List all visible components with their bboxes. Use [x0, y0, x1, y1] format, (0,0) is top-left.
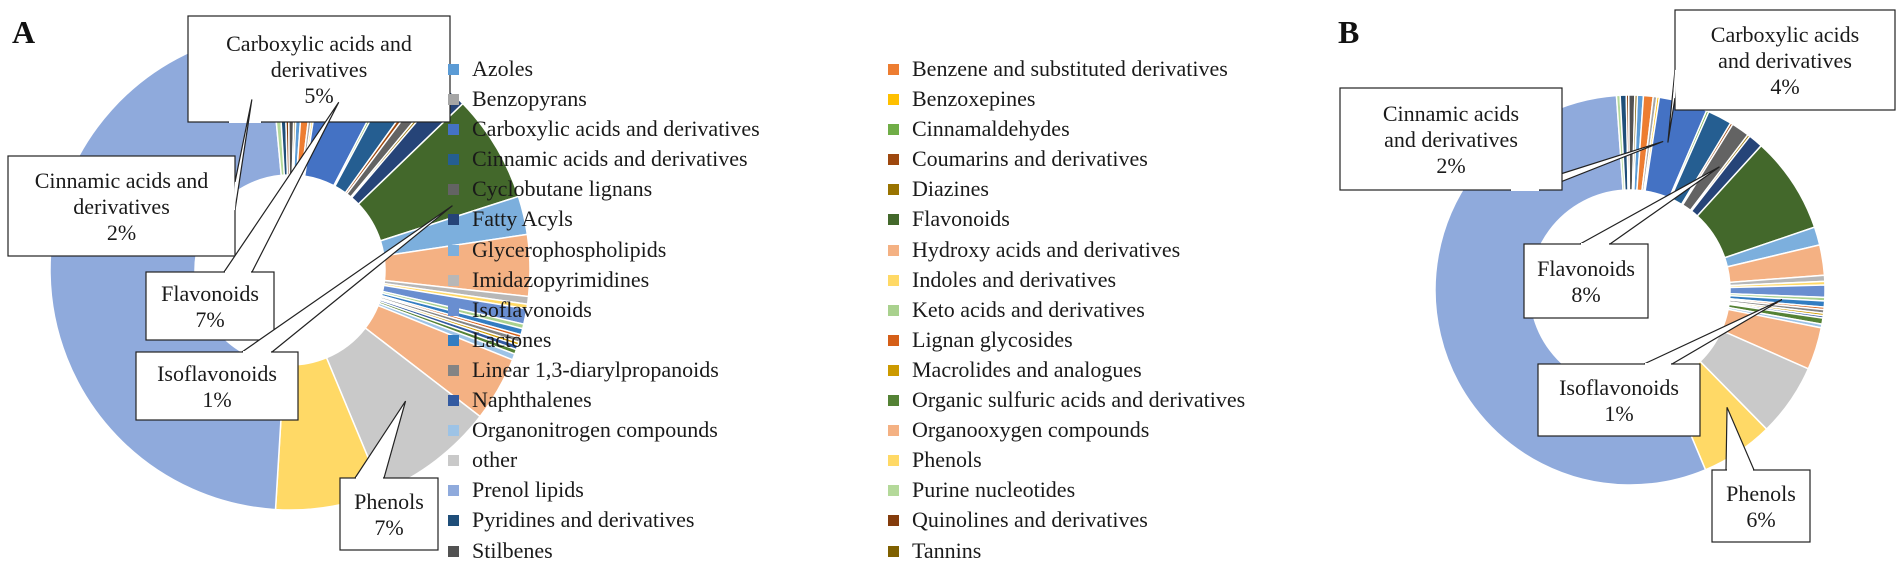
- legend-item-tannins: [888, 536, 1245, 566]
- legend-swatch: [448, 365, 459, 376]
- legend-item-quinolines-and-derivatives: [888, 505, 1245, 535]
- legend-label: Quinolines and derivatives: [912, 507, 1148, 533]
- legend-item-benzoxepines: [888, 84, 1245, 114]
- legend-swatch: [888, 455, 899, 466]
- legend-item-organooxygen-compounds: [888, 415, 1245, 445]
- legend-swatch: [888, 395, 899, 406]
- legend-item-phenols: [888, 445, 1245, 475]
- legend-item-prenol-lipids: [448, 475, 760, 505]
- legend-item-imidazopyrimidines: [448, 265, 760, 295]
- legend-swatch: [448, 124, 459, 135]
- callout-line: Flavonoids: [161, 281, 259, 306]
- legend-column-1: [448, 54, 760, 566]
- legend-item-cyclobutane-lignans: [448, 174, 760, 204]
- legend-swatch: [448, 64, 459, 75]
- legend-label: Keto acids and derivatives: [912, 296, 1145, 322]
- legend-label: Lignan glycosides: [912, 326, 1073, 352]
- legend-swatch: [448, 154, 459, 165]
- legend-swatch: [448, 395, 459, 406]
- panel-label-a: A: [12, 14, 36, 50]
- legend-swatch: [888, 275, 899, 286]
- legend-label: Benzoxepines: [912, 86, 1036, 112]
- callout-line: Cinnamic acids and: [34, 168, 209, 193]
- legend-swatch: [888, 485, 899, 496]
- legend-label: Tannins: [912, 537, 982, 563]
- legend-swatch: [888, 546, 899, 557]
- callout-line: derivatives: [73, 194, 170, 219]
- legend-swatch: [448, 275, 459, 286]
- callout-line: Phenols: [354, 489, 424, 514]
- legend-swatch: [448, 214, 459, 225]
- legend-swatch: [888, 64, 899, 75]
- legend-item-diazines: [888, 174, 1245, 204]
- callout-line: 2%: [106, 220, 137, 245]
- legend-label: Naphthalenes: [472, 387, 592, 413]
- legend-swatch: [448, 455, 459, 466]
- callout-line: Isoflavonoids: [157, 361, 277, 386]
- callout-line: Cinnamic acids: [1382, 101, 1520, 126]
- callout-line: Carboxylic acids: [1710, 22, 1860, 47]
- legend-item-benzopyrans: [448, 84, 760, 114]
- legend-swatch: [888, 214, 899, 225]
- callout-line: Isoflavonoids: [1559, 375, 1679, 400]
- callout-line: 6%: [1746, 507, 1776, 532]
- legend-label: Diazines: [912, 176, 989, 202]
- legend-item-lignan-glycosides: [888, 325, 1245, 355]
- legend-label: Glycerophospholipids: [472, 236, 667, 262]
- legend-item-flavonoids: [888, 204, 1245, 234]
- legend-label: Isoflavonoids: [472, 296, 592, 322]
- legend-label: Benzene and substituted derivatives: [912, 56, 1228, 81]
- legend-swatch: [888, 94, 899, 105]
- callout-line: 5%: [304, 83, 334, 108]
- legend-swatch: [888, 245, 899, 256]
- callout-line: Phenols: [1726, 481, 1796, 506]
- callout-line: Flavonoids: [1537, 256, 1635, 281]
- legend-label: Lactones: [472, 326, 552, 352]
- panel-label-b: B: [1338, 14, 1360, 50]
- legend-label: Fatty Acyls: [472, 206, 573, 232]
- legend-swatch: [448, 335, 459, 346]
- callout-line: 2%: [1436, 153, 1466, 178]
- legend-item-naphthalenes: [448, 385, 760, 415]
- legend-item-glycerophospholipids: [448, 235, 760, 265]
- legend-label: Cinnamaldehydes: [912, 116, 1070, 142]
- legend-label: Imidazopyrimidines: [472, 266, 650, 292]
- legend-swatch: [448, 245, 459, 256]
- legend-label: Indoles and derivatives: [912, 266, 1117, 292]
- callout-line: 7%: [195, 307, 225, 332]
- legend-swatch: [448, 305, 459, 316]
- legend-label: Organonitrogen compounds: [472, 417, 718, 443]
- legend-item-lactones: [448, 325, 760, 355]
- legend-item-other: [448, 445, 760, 475]
- legend-swatch: [888, 365, 899, 376]
- callout-line: 1%: [202, 387, 232, 412]
- legend-label: Stilbenes: [472, 537, 553, 563]
- legend-item-macrolides-and-analogues: [888, 355, 1245, 385]
- legend-swatch: [888, 425, 899, 436]
- callout-line: 1%: [1604, 401, 1634, 426]
- legend-item-linear-1-3-diarylpropanoids: [448, 355, 760, 385]
- legend-label: Macrolides and analogues: [912, 356, 1142, 382]
- legend-swatch: [448, 515, 459, 526]
- legend-item-organonitrogen-compounds: [448, 415, 760, 445]
- legend-swatch: [448, 485, 459, 496]
- callout-line: and derivatives: [1384, 127, 1518, 152]
- legend-swatch: [448, 546, 459, 557]
- legend-swatch: [888, 154, 899, 165]
- legend-item-carboxylic-acids-and-derivatives: [448, 114, 760, 144]
- legend-item-isoflavonoids: [448, 295, 760, 325]
- legend-label: Carboxylic acids and derivatives: [472, 116, 760, 142]
- legend-swatch: [888, 124, 899, 135]
- legend-item-indoles-and-derivatives: [888, 265, 1245, 295]
- callout-carboxylic-acids-and-derivatives: [188, 16, 450, 122]
- legend-swatch: [888, 305, 899, 316]
- legend-item-coumarins-and-derivatives: [888, 144, 1245, 174]
- legend-label: Phenols: [912, 447, 982, 473]
- legend-swatch: [888, 515, 899, 526]
- legend-item-stilbenes: [448, 536, 760, 566]
- legend-label: Coumarins and derivatives: [912, 146, 1148, 172]
- legend-item-cinnamaldehydes: [888, 114, 1245, 144]
- callout-line: derivatives: [270, 57, 368, 82]
- legend-label: Azoles: [472, 56, 534, 81]
- legend-label: other: [472, 447, 518, 473]
- legend-label: Organooxygen compounds: [912, 417, 1150, 443]
- callout-line: Carboxylic acids and: [226, 31, 412, 56]
- legend-label: Benzopyrans: [472, 86, 587, 112]
- legend-label: Organic sulfuric acids and derivatives: [912, 387, 1246, 413]
- legend-label: Hydroxy acids and derivatives: [912, 236, 1181, 262]
- legend-swatch: [888, 184, 899, 195]
- callout-line: 7%: [374, 515, 404, 540]
- callout-line: 8%: [1571, 282, 1601, 307]
- legend-item-purine-nucleotides: [888, 475, 1245, 505]
- legend-item-keto-acids-and-derivatives: [888, 295, 1245, 325]
- legend-label: Cyclobutane lignans: [472, 176, 653, 202]
- legend-label: Flavonoids: [912, 206, 1010, 232]
- legend-swatch: [448, 184, 459, 195]
- legend-swatch: [448, 425, 459, 436]
- legend-label: Prenol lipids: [472, 477, 584, 503]
- legend-column-2: [888, 54, 1245, 566]
- legend-item-benzene-and-substituted-derivatives: [888, 54, 1245, 84]
- legend-label: Purine nucleotides: [912, 477, 1076, 503]
- legend-item-organic-sulfuric-acids-and-derivatives: [888, 385, 1245, 415]
- legend-label: Cinnamic acids and derivatives: [472, 146, 748, 172]
- legend-label: Linear 1,3-diarylpropanoids: [472, 356, 719, 382]
- legend-swatch: [888, 335, 899, 346]
- legend-swatch: [448, 94, 459, 105]
- callout-line: and derivatives: [1718, 48, 1852, 73]
- legend-item-cinnamic-acids-and-derivatives: [448, 144, 760, 174]
- legend-item-azoles: [448, 54, 760, 84]
- legend-item-pyridines-and-derivatives: [448, 505, 760, 535]
- legend-label: Pyridines and derivatives: [472, 507, 695, 533]
- callout-line: 4%: [1770, 74, 1800, 99]
- legend-item-hydroxy-acids-and-derivatives: [888, 235, 1245, 265]
- legend-item-fatty-acyls: [448, 204, 760, 234]
